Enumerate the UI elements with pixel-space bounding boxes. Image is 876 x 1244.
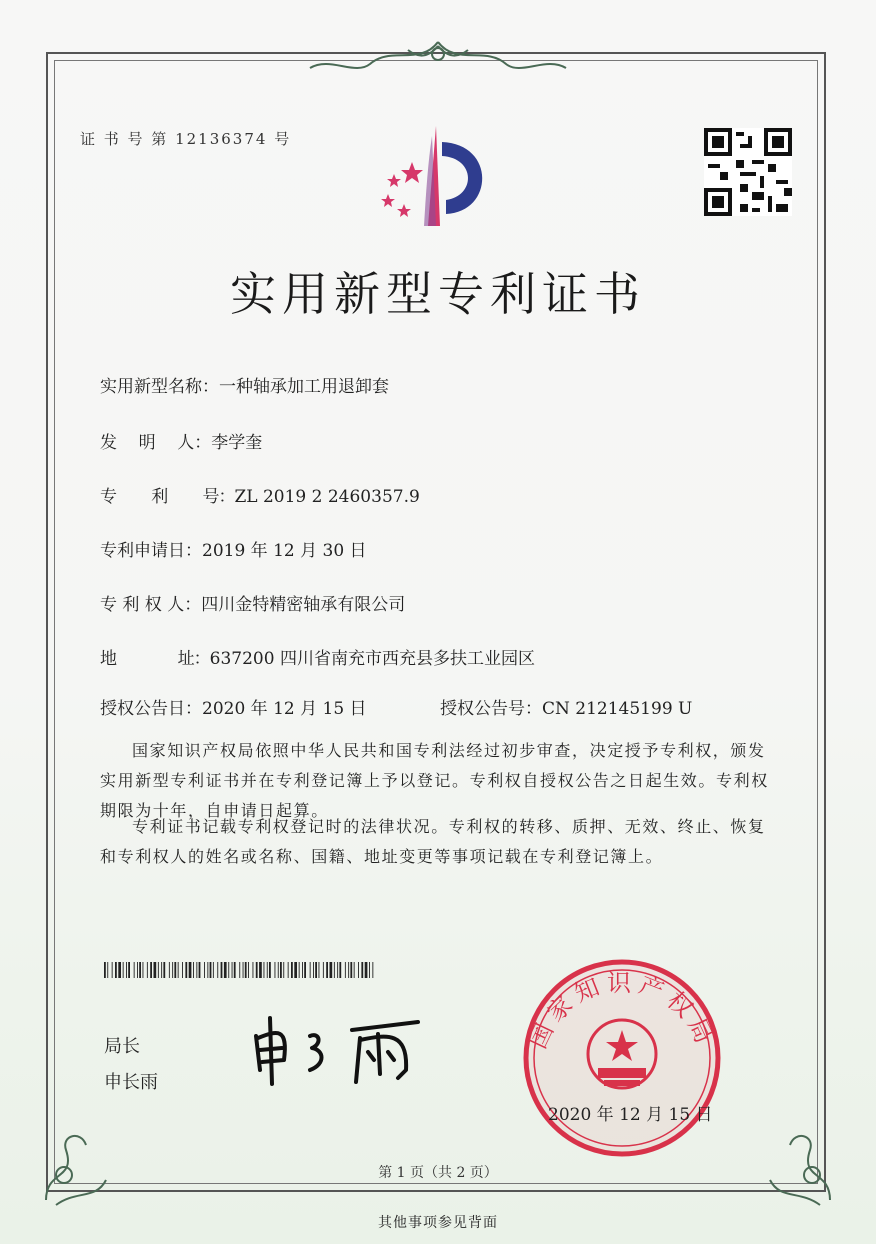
announcement-number-value: CN 212145199 U — [542, 699, 693, 719]
certificate-number: 证 书 号 第 12136374 号 — [80, 130, 292, 148]
body-paragraph-2: 专利证书记载专利权登记时的法律状况。专利权的转移、质押、无效、终止、恢复和专利权人的姓名或名称、国籍、地址变更等事项记载在专利登记簿上。 — [100, 817, 766, 866]
patent-number-label: 专 利 号： — [100, 487, 235, 507]
application-date-value: 2019 年 12 月 30 日 — [202, 541, 367, 561]
announcement-number-row — [440, 694, 692, 719]
back-note: 其他事项参见背面 — [378, 1215, 498, 1231]
director-title: 局长 — [104, 1036, 140, 1057]
address-value: 637200 四川省南充市西充县多扶工业园区 — [209, 649, 535, 669]
patentee-value: 四川金特精密轴承有限公司 — [201, 595, 406, 615]
seal-date: 2020 年 12 月 15 日 — [548, 1105, 713, 1125]
certificate-title: 实用新型专利证书 — [230, 267, 646, 321]
director-signature — [248, 1008, 448, 1088]
announcement-date-label: 授权公告日： — [100, 699, 202, 719]
director-name: 申长雨 — [104, 1072, 158, 1093]
address-label: 地 址： — [100, 649, 210, 669]
application-date-label: 专利申请日： — [100, 541, 202, 561]
seal-text: 国家知识产权局 — [525, 971, 719, 1053]
page-number: 第 1 页（共 2 页） — [378, 1165, 498, 1181]
qr-code-icon — [704, 128, 792, 216]
top-ornament — [300, 36, 576, 82]
barcode-icon — [104, 962, 374, 978]
inventor-label: 发 明 人： — [100, 433, 212, 453]
body-paragraph-1: 国家知识产权局依照中华人民共和国专利法经过初步审查，决定授予专利权，颁发实用新型专利证书并在专利登记簿上予以登记。专利权自授权公告之日起生效。专利权期限为十年，自申请日起算。 — [100, 741, 769, 820]
announcement-number-label: 授权公告号： — [440, 699, 542, 719]
inventor-value: 李学奎 — [211, 433, 263, 453]
inventor-row — [100, 428, 262, 453]
patent-number-value: ZL 2019 2 2460357.9 — [234, 487, 420, 507]
utility-model-name-label: 实用新型名称： — [100, 377, 219, 397]
utility-model-name-row — [100, 372, 389, 397]
official-seal — [520, 956, 724, 1160]
patent-number-row — [100, 482, 420, 507]
patentee-label: 专 利 权 人： — [100, 595, 202, 615]
application-date-row — [100, 536, 367, 561]
patentee-row — [100, 590, 405, 615]
address-row — [100, 644, 535, 669]
announcement-date-value: 2020 年 12 月 15 日 — [202, 699, 367, 719]
announcement-date-row — [100, 694, 367, 719]
utility-model-name-value: 一种轴承加工用退卸套 — [219, 377, 389, 397]
cnipa-logo-icon — [366, 122, 506, 228]
